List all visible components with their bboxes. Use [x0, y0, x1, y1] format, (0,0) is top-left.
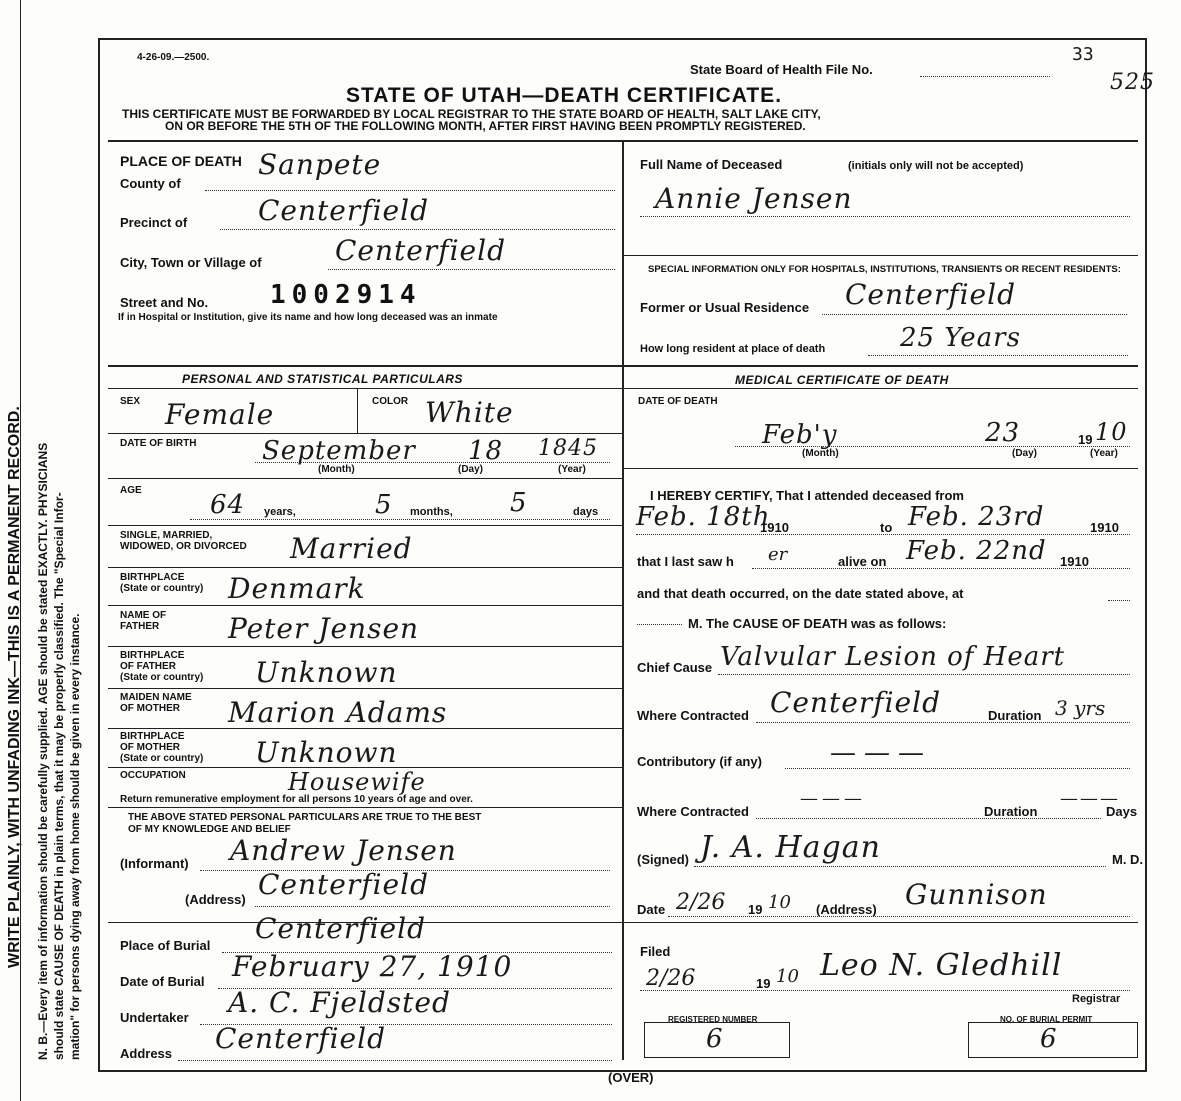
cause-intro: M. The CAUSE OF DEATH was as follows:	[688, 616, 947, 631]
over-label: (OVER)	[608, 1070, 654, 1085]
filed-label: Filed	[640, 944, 671, 959]
burial-permit: 6	[1040, 1024, 1058, 1054]
chief-cause: Valvular Lesion of Heart	[720, 642, 1066, 672]
father-name: Peter Jensen	[228, 612, 420, 645]
registrar-label: Registrar	[1072, 993, 1121, 1005]
occupation-value: Housewife	[288, 768, 426, 796]
precinct-label: Precinct of	[120, 215, 188, 230]
registrar-signature: Leo N. Gledhill	[820, 948, 1063, 983]
filed-year: 10	[776, 966, 799, 987]
dob-year-caption: (Year)	[558, 464, 586, 475]
file-no-line	[920, 76, 1050, 77]
contributory-line	[785, 768, 1130, 769]
true-statement-1: THE ABOVE STATED PERSONAL PARTICULARS ARE TRUE TO THE BEST	[128, 812, 482, 823]
county-line	[205, 190, 615, 191]
residence-label: Former or Usual Residence	[640, 300, 810, 315]
dod-line	[735, 446, 1130, 447]
sex-divider	[357, 388, 358, 433]
file-no: 33	[1072, 44, 1094, 65]
days-label: days	[573, 506, 599, 518]
sign-date-line	[668, 916, 1130, 917]
sex-value: Female	[165, 398, 275, 431]
years-label: years,	[264, 506, 296, 518]
attended-line	[636, 534, 1130, 535]
undertaker-label: Undertaker	[120, 1010, 189, 1025]
place-of-death-label: PLACE OF DEATH	[120, 153, 242, 169]
dob-month: September	[262, 436, 416, 466]
dod-rule	[623, 468, 1138, 469]
true-statement-2: OF MY KNOWLEDGE AND BELIEF	[128, 824, 291, 835]
resident-time: 25 Years	[900, 323, 1021, 353]
place-rule	[108, 365, 1138, 367]
instructions-2: ON OR BEFORE THE 5TH OF THE FOLLOWING MONTH, AFTER FIRST HAVING BEEN PROMPTLY REGISTERED.	[165, 119, 806, 133]
mother-label-1: MAIDEN NAME	[120, 692, 192, 703]
special-info-label: SPECIAL INFORMATION ONLY FOR HOSPITALS, INSTITUTIONS, TRANSIENTS OR RECENT RESIDENTS:	[648, 264, 1121, 275]
margin-note-1: N. B.—Every item of information should be carefully supplied. AGE should be stated EXACTLY. PHYSICIANS	[36, 442, 50, 1060]
dob-year: 1845	[538, 436, 598, 461]
hour-line	[637, 624, 682, 625]
contributory-value: ———	[830, 738, 932, 768]
undertaker-address-label: Address	[120, 1046, 173, 1061]
father-bp-label-1: BIRTHPLACE	[120, 650, 185, 661]
father-bp-rule	[108, 688, 622, 689]
doctor-address: Gunnison	[905, 878, 1048, 911]
sign-year-print: 19	[748, 902, 763, 917]
age-label: AGE	[120, 485, 142, 496]
residence-line	[822, 314, 1127, 315]
last-saw-line	[752, 568, 1130, 569]
age-line	[190, 519, 610, 520]
deceased-name-label: Full Name of Deceased	[640, 157, 783, 172]
occupation-note: Return remunerative employment for all persons 10 years of age and over.	[120, 794, 473, 805]
physician-signature: J. A. Hagan	[700, 830, 881, 865]
dob-rule	[108, 478, 622, 479]
sign-year: 10	[768, 892, 791, 913]
informant-address-label: (Address)	[185, 892, 246, 907]
duration-label: Duration	[988, 708, 1042, 723]
last-saw-pre: that I last saw h	[637, 554, 734, 569]
mother-name: Marion Adams	[228, 696, 448, 729]
resident-line	[868, 355, 1128, 356]
days-2-label: Days	[1106, 804, 1138, 819]
dod-label: DATE OF DEATH	[638, 396, 718, 407]
undertaker-name: A. C. Fjeldsted	[228, 986, 451, 1019]
father-label-2: FATHER	[120, 621, 160, 632]
undertaker-address: Centerfield	[215, 1022, 387, 1055]
burial-place: Centerfield	[255, 912, 427, 945]
resident-time-label: How long resident at place of death	[640, 343, 826, 355]
sex-rule	[108, 433, 622, 434]
burial-permit-label: NO. OF BURIAL PERMIT	[1000, 1015, 1093, 1024]
age-rule	[108, 525, 622, 526]
mother-bp-label-2: OF MOTHER	[120, 742, 180, 753]
signed-label: (Signed)	[637, 852, 689, 867]
dod-year-caption: (Year)	[1090, 448, 1118, 459]
chief-cause-label: Chief Cause	[637, 660, 713, 675]
dob-day-caption: (Day)	[458, 464, 484, 475]
dod-day: 23	[985, 418, 1021, 448]
doctor-address-label: (Address)	[816, 902, 877, 917]
attended-to-year: 1910	[1090, 520, 1119, 535]
undertaker-address-line	[178, 1060, 612, 1061]
color-label: COLOR	[372, 396, 409, 407]
age-years: 64	[210, 490, 246, 520]
certificate-title: STATE OF UTAH—DEATH CERTIFICATE.	[346, 84, 783, 107]
city-value: Centerfield	[335, 234, 507, 267]
margin-note-3: mation" for persons dying away from home should be given in every instance.	[68, 613, 82, 1060]
city-label: City, Town or Village of	[120, 255, 262, 270]
mother-label-2: OF MOTHER	[120, 703, 180, 714]
hospital-note: If in Hospital or Institution, give its name and how long deceased was an inmate	[118, 312, 498, 323]
dob-day: 18	[468, 436, 504, 466]
dob-label: DATE OF BIRTH	[120, 438, 197, 449]
certify-text: I HEREBY CERTIFY, That I attended deceased from	[650, 488, 964, 503]
instructions-1: THIS CERTIFICATE MUST BE FORWARDED BY LOCAL REGISTRAR TO THE STATE BOARD OF HEALTH, SALT LAKE CITY,	[122, 107, 821, 121]
residence-value: Centerfield	[845, 278, 1017, 311]
father-rule	[108, 646, 622, 647]
where-2-line	[756, 818, 1101, 819]
duration-value: 3 yrs	[1055, 696, 1106, 720]
mother-rule	[108, 728, 622, 729]
death-occurred-line	[1108, 600, 1130, 601]
duration-2-label: Duration	[984, 804, 1038, 819]
father-label-1: NAME OF	[120, 610, 167, 621]
where-contracted-2-label: Where Contracted	[637, 804, 749, 819]
county-label: County of	[120, 176, 181, 191]
margin-title: WRITE PLAINLY, WITH UNFADING INK—THIS IS A PERMANENT RECORD.	[6, 406, 23, 968]
last-saw-year: 1910	[1060, 554, 1089, 569]
margin-note-2: should state CAUSE OF DEATH in plain terms, that it may be properly classified. The "Special Infor-	[52, 492, 66, 1060]
precinct-line	[220, 229, 615, 230]
deceased-name-note: (initials only will not be accepted)	[848, 160, 1024, 172]
street-number: 1002914	[270, 280, 422, 310]
age-days: 5	[510, 488, 528, 518]
marital-label-2: WIDOWED, OR DIVORCED	[120, 541, 247, 552]
birthplace-label-2: (State or country)	[120, 583, 204, 594]
dob-month-caption: (Month)	[318, 464, 355, 475]
father-birthplace: Unknown	[255, 656, 398, 689]
occupation-rule	[108, 807, 622, 808]
marital-label-1: SINGLE, MARRIED,	[120, 530, 213, 541]
informant-name: Andrew Jensen	[230, 834, 457, 867]
file-no-2: 525	[1110, 70, 1155, 95]
chief-cause-line	[718, 674, 1130, 675]
filed-year-print: 19	[756, 976, 771, 991]
color-value: White	[425, 396, 514, 429]
mother-birthplace: Unknown	[255, 736, 398, 769]
dod-month: Feb'y	[762, 420, 838, 450]
father-bp-label-3: (State or country)	[120, 672, 204, 683]
name-rule	[623, 255, 1138, 256]
occupation-label: OCCUPATION	[120, 770, 186, 781]
where-contracted: Centerfield	[770, 686, 942, 719]
burial-place-label: Place of Burial	[120, 938, 211, 953]
duration-2: ———	[1060, 788, 1120, 809]
marital-value: Married	[290, 532, 413, 565]
attended-to: Feb. 23rd	[908, 502, 1045, 532]
county-value: Sanpete	[258, 148, 382, 181]
precinct-value: Centerfield	[258, 194, 430, 227]
dod-month-caption: (Month)	[802, 448, 839, 459]
medical-heading-rule	[623, 388, 1138, 389]
filed-date: 2/26	[646, 966, 696, 991]
birthplace-label-1: BIRTHPLACE	[120, 572, 185, 583]
informant-address-line	[255, 906, 610, 907]
informant-label: (Informant)	[120, 856, 189, 871]
burial-date: February 27, 1910	[232, 950, 513, 983]
dod-year: 10	[1095, 418, 1128, 446]
file-no-label: State Board of Health File No.	[690, 62, 873, 77]
where-contracted-label: Where Contracted	[637, 708, 749, 723]
months-label: months,	[410, 506, 453, 518]
signed-line	[694, 866, 1106, 867]
to-label: to	[880, 520, 893, 535]
attended-from-year: 1910	[760, 520, 789, 535]
personal-heading-rule	[108, 388, 622, 389]
margin-rule	[20, 0, 21, 1101]
reg-number: 6	[706, 1024, 724, 1054]
sign-date: 2/26	[676, 890, 726, 915]
birthplace-value: Denmark	[228, 572, 366, 605]
attended-from: Feb. 18th	[636, 502, 771, 532]
age-months: 5	[375, 490, 393, 520]
where-line	[756, 722, 1130, 723]
death-occurred-text: and that death occurred, on the date stated above, at	[637, 586, 964, 601]
medical-heading: MEDICAL CERTIFICATE OF DEATH	[735, 373, 949, 387]
dob-line	[255, 462, 610, 463]
street-label: Street and No.	[120, 295, 209, 310]
name-line	[640, 216, 1130, 217]
dod-day-caption: (Day)	[1012, 448, 1038, 459]
burial-date-label: Date of Burial	[120, 974, 205, 989]
father-bp-label-2: OF FATHER	[120, 661, 176, 672]
informant-address: Centerfield	[258, 868, 430, 901]
alive-on-label: alive on	[838, 554, 887, 569]
last-saw-date: Feb. 22nd	[906, 536, 1047, 566]
sign-date-label: Date	[637, 902, 666, 917]
personal-heading: PERSONAL AND STATISTICAL PARTICULARS	[182, 372, 463, 386]
reg-number-label: REGISTERED NUMBER	[668, 1015, 758, 1024]
marital-rule	[108, 567, 622, 568]
last-saw-mid: er	[768, 544, 788, 565]
mother-bp-label-3: (State or country)	[120, 753, 204, 764]
dod-year-print: 19	[1078, 432, 1093, 447]
md-label: M. D.	[1112, 852, 1144, 867]
birthplace-rule	[108, 605, 622, 606]
print-code: 4-26-09.—2500.	[137, 52, 210, 63]
contributory-label: Contributory (if any)	[637, 754, 762, 769]
filed-line	[640, 990, 1130, 991]
city-line	[328, 269, 615, 270]
sex-label: SEX	[120, 396, 141, 407]
where-contracted-2: ———	[800, 788, 866, 809]
mother-bp-label-1: BIRTHPLACE	[120, 731, 185, 742]
deceased-name: Annie Jensen	[655, 182, 853, 215]
